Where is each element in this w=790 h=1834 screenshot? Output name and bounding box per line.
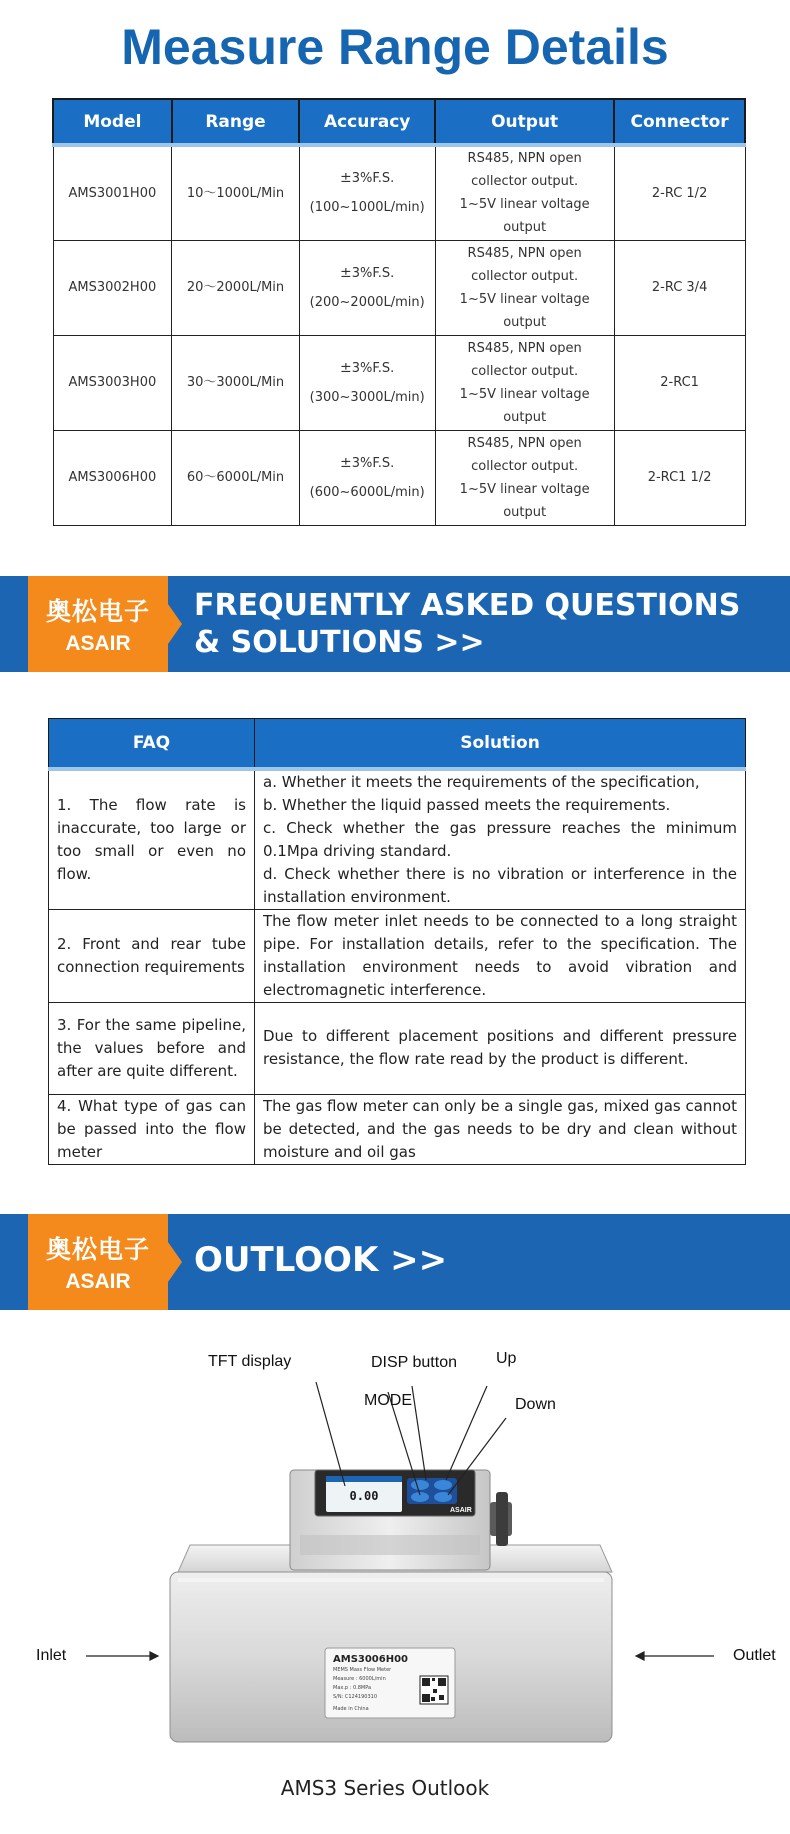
plus-minus: ± [340, 170, 352, 187]
output-line: collector output. [471, 268, 579, 284]
logo-english: ASAIR [65, 632, 131, 655]
table-row [53, 240, 745, 335]
output-line: RS485, NPN open [467, 151, 582, 167]
range-cell: 10～1000L/Min [172, 145, 300, 240]
label-down: Down [515, 1396, 556, 1413]
page-title: Measure Range Details [121, 19, 669, 75]
accuracy-range: (100~1000L/min) [309, 200, 425, 216]
inlet-arrow-head [150, 1652, 158, 1660]
output-line: RS485, NPN open [467, 340, 582, 356]
up-pointer-line [446, 1386, 487, 1480]
table-row [53, 145, 745, 240]
accuracy-cell [299, 145, 435, 240]
banner-title: OUTLOOK >> [194, 1240, 448, 1280]
output-cell [435, 430, 614, 525]
accuracy-value: 3%F.S. [351, 265, 395, 281]
table-row [49, 1002, 746, 1094]
disp-button[interactable] [411, 1480, 429, 1490]
nameplate-sn: S/N: C124190310 [333, 1694, 377, 1700]
range-header-row [53, 99, 745, 145]
output-line: 1~5V linear voltage [459, 481, 590, 497]
up-button[interactable] [434, 1480, 452, 1490]
output-line: collector output. [471, 174, 579, 190]
accuracy-cell [299, 335, 435, 430]
banner-notch [168, 604, 182, 644]
outlook-banner [0, 1214, 790, 1310]
table-row [49, 1094, 746, 1164]
device-brand: ASAIR [450, 1507, 472, 1514]
model-cell: AMS3002H00 [53, 240, 172, 335]
faq-answer [255, 1002, 746, 1094]
nameplate [325, 1648, 455, 1718]
output-line: output [503, 220, 547, 236]
accuracy-range: (600~6000L/min) [309, 484, 425, 500]
output-cell [435, 145, 614, 240]
output-cell [435, 335, 614, 430]
asair-logo [28, 1214, 168, 1310]
table-row [53, 430, 745, 525]
answer-line: c. Check whether the gas pressure reaches the minimum 0.1Mpa driving standard. [263, 818, 737, 860]
col-header-output: Output [435, 99, 614, 145]
accuracy-cell [299, 240, 435, 335]
col-header-range: Range [172, 99, 300, 145]
output-line: collector output. [471, 363, 579, 379]
plus-minus: ± [340, 264, 352, 281]
faq-question: 1. The flow rate is inaccurate, too large or too small or even no flow. [49, 769, 255, 910]
range-cell: 30～3000L/Min [172, 335, 300, 430]
accuracy-value: 3%F.S. [351, 360, 395, 376]
nameplate-made: Made in China [333, 1706, 369, 1712]
answer-line: Due to different placement positions and different pressure resistance, the flow rate read by the product is different. [263, 1027, 737, 1068]
nameplate-sub: MEMS Mass Flow Meter [333, 1667, 392, 1673]
asair-logo [28, 576, 168, 672]
model-cell: AMS3003H00 [53, 335, 172, 430]
output-line: 1~5V linear voltage [459, 291, 590, 307]
col-header-solution: Solution [255, 719, 746, 769]
label-inlet: Inlet [36, 1647, 67, 1664]
answer-line: The flow meter inlet needs to be connected to a long straight pipe. For installation details, refer to the specification. The installation environment needs to avoid vibration and electromagnetic interference. [263, 911, 737, 999]
faq-question: 2. Front and rear tube connection requirements [49, 909, 255, 1002]
connector-cell: 2-RC 3/4 [614, 240, 745, 335]
accuracy-range: (200~2000L/min) [309, 294, 425, 310]
col-header-faq: FAQ [49, 719, 255, 769]
logo-english: ASAIR [65, 1270, 131, 1293]
accuracy-value: 3%F.S. [351, 455, 395, 471]
output-line: output [503, 314, 547, 330]
output-line: output [503, 409, 547, 425]
device-illustration [0, 1310, 790, 1780]
nameplate-measure: Measure : 6000L/min [333, 1676, 386, 1682]
output-cell [435, 240, 614, 335]
banner-title-line1: FREQUENTLY ASKED QUESTIONS [194, 588, 741, 623]
range-cell: 20～2000L/Min [172, 240, 300, 335]
answer-line: The gas flow meter can only be a single gas, mixed gas cannot be detected, and the gas needs to be dry and clean without moisture and oil gas [263, 1096, 737, 1161]
table-row [49, 769, 746, 910]
col-header-model: Model [53, 99, 172, 145]
model-cell: AMS3001H00 [53, 145, 172, 240]
connector-cell: 2-RC1 1/2 [614, 430, 745, 525]
output-line: 1~5V linear voltage [459, 197, 590, 213]
logo-chinese: 奥松电子 [45, 1235, 150, 1264]
banner-notch [168, 1242, 182, 1282]
output-line: RS485, NPN open [467, 435, 582, 451]
faq-answer [255, 769, 746, 910]
label-tft-display: TFT display [208, 1353, 292, 1370]
nameplate-model: AMS3006H00 [333, 1654, 409, 1665]
screen-value: 0.00 [349, 1489, 379, 1503]
faq-answer [255, 1094, 746, 1164]
range-table [52, 98, 746, 526]
faq-question: 4. What type of gas can be passed into the flow meter [49, 1094, 255, 1164]
col-header-accuracy: Accuracy [299, 99, 435, 145]
plus-minus: ± [340, 359, 352, 376]
label-outlet: Outlet [733, 1647, 776, 1664]
label-up: Up [496, 1350, 517, 1367]
faq-table [48, 718, 746, 1165]
output-line: output [503, 504, 547, 520]
qr-code-icon [420, 1676, 448, 1704]
logo-chinese: 奥松电子 [45, 597, 150, 626]
banner-title-line2: & SOLUTIONS >> [194, 625, 485, 660]
answer-line: d. Check whether there is no vibration or interference in the installation environment. [263, 864, 737, 906]
faq-header-row [49, 719, 746, 769]
connector-cell: 2-RC 1/2 [614, 145, 745, 240]
disp-pointer-line [412, 1386, 426, 1480]
nameplate-maxp: Max.p : 0.8MPa [333, 1685, 372, 1691]
faq-question: 3. For the same pipeline, the values before and after are quite different. [49, 1002, 255, 1094]
answer-line: b. Whether the liquid passed meets the requirements. [263, 795, 671, 814]
diagram-caption: AMS3 Series Outlook [280, 1776, 490, 1800]
table-row [53, 335, 745, 430]
connector-cell: 2-RC1 [614, 335, 745, 430]
banner-title [194, 587, 740, 661]
accuracy-cell [299, 430, 435, 525]
faq-answer [255, 909, 746, 1002]
label-mode: MODE [364, 1392, 412, 1409]
table-row [49, 909, 746, 1002]
output-line: RS485, NPN open [467, 245, 582, 261]
tft-display-screen [326, 1476, 402, 1512]
label-disp-button: DISP button [371, 1354, 457, 1371]
answer-line: a. Whether it meets the requirements of the specification, [263, 772, 700, 791]
output-line: 1~5V linear voltage [459, 386, 590, 402]
outlet-arrow-head [636, 1652, 644, 1660]
accuracy-value: 3%F.S. [351, 171, 395, 187]
output-line: collector output. [471, 458, 579, 474]
range-cell: 60～6000L/Min [172, 430, 300, 525]
faq-banner [0, 576, 790, 672]
accuracy-range: (300~3000L/min) [309, 389, 425, 405]
model-cell: AMS3006H00 [53, 430, 172, 525]
col-header-connector: Connector [614, 99, 745, 145]
plus-minus: ± [340, 454, 352, 471]
